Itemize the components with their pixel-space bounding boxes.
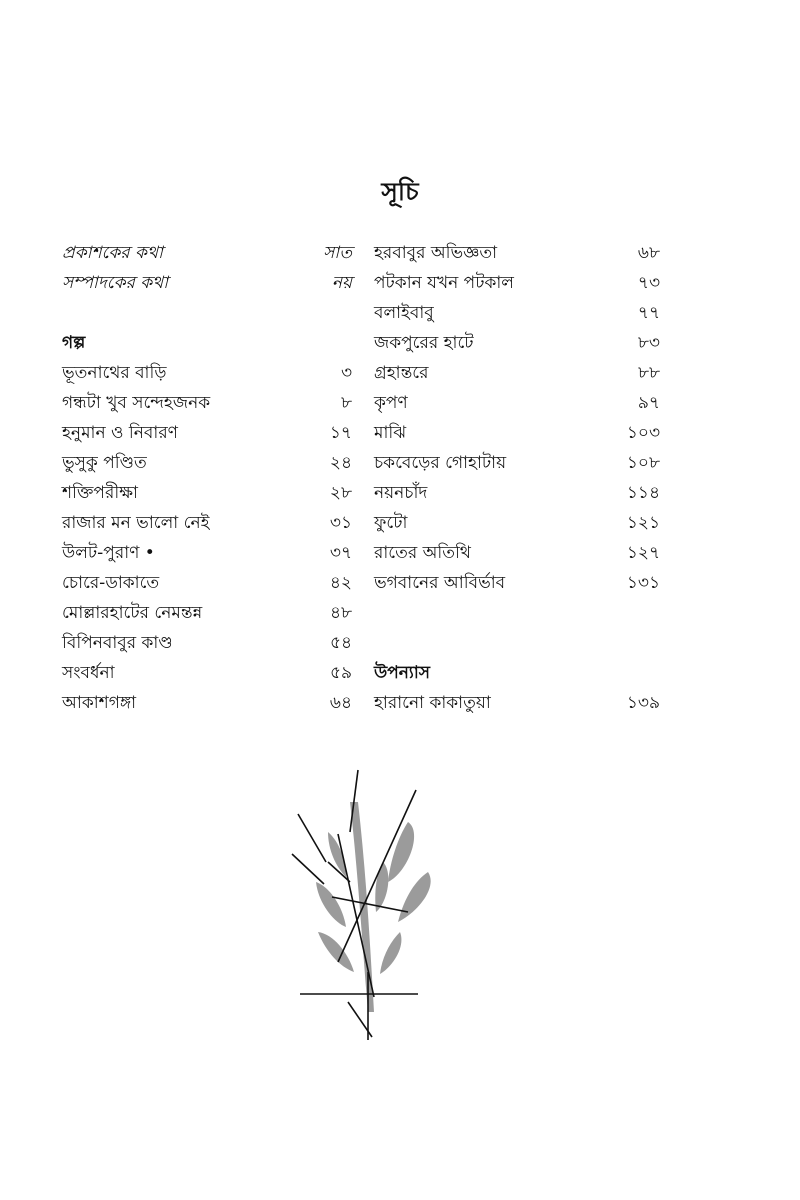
toc-entry-title: হনুমান ও নিবারণ bbox=[62, 423, 178, 443]
toc-entry-page: ১০৩ bbox=[626, 423, 660, 443]
toc-entry[interactable] bbox=[62, 418, 352, 448]
toc-entry[interactable] bbox=[374, 688, 660, 718]
toc-entry-title: ভূতনাথের বাড়ি bbox=[62, 363, 167, 383]
toc-entry[interactable] bbox=[374, 238, 660, 268]
toc-entry[interactable] bbox=[374, 358, 660, 388]
toc-entry[interactable] bbox=[62, 238, 352, 268]
toc-entry-title: বলাইবাবু bbox=[374, 303, 434, 323]
toc-entry-page: ৪২ bbox=[329, 573, 352, 593]
toc-entry-page: ২৮ bbox=[329, 483, 352, 503]
sketch-leaf bbox=[316, 882, 346, 927]
toc-entry-page: ১০৮ bbox=[626, 453, 660, 473]
toc-entry-title: রাজার মন ভালো নেই bbox=[62, 513, 210, 533]
toc-entry-title: গ্রহান্তরে bbox=[374, 363, 429, 383]
sketch-leaf bbox=[380, 932, 401, 974]
toc-entry[interactable] bbox=[62, 508, 352, 538]
sketch-leaf bbox=[375, 862, 388, 912]
toc-entry-title: ভুসুকু পণ্ডিত bbox=[62, 453, 147, 473]
toc-entry-page: নয় bbox=[331, 273, 352, 293]
toc-section-heading bbox=[374, 658, 660, 688]
toc-entry-page: ৩৭ bbox=[329, 543, 352, 563]
toc-entry-page: ৭৩ bbox=[637, 273, 660, 293]
toc-entry-page: সাত bbox=[323, 243, 352, 263]
toc-entry-page: ৭৭ bbox=[637, 303, 660, 323]
toc-entry[interactable] bbox=[62, 448, 352, 478]
sketch-line bbox=[298, 814, 326, 862]
toc-entry-page: ১২৭ bbox=[626, 543, 660, 563]
toc-spacer bbox=[374, 628, 660, 658]
toc-entry[interactable] bbox=[62, 478, 352, 508]
toc-entry-page: ৮ bbox=[340, 393, 352, 413]
toc-entry-title: জকপুরের হাটে bbox=[374, 333, 474, 353]
toc-entry[interactable] bbox=[374, 568, 660, 598]
toc-entry[interactable] bbox=[374, 298, 660, 328]
sketch-line bbox=[332, 897, 408, 912]
toc-entry-page: ২৪ bbox=[329, 453, 352, 473]
toc-entry[interactable] bbox=[374, 508, 660, 538]
toc-entry[interactable] bbox=[374, 418, 660, 448]
toc-section-heading bbox=[62, 328, 352, 358]
toc-entry[interactable] bbox=[374, 478, 660, 508]
sketch-leaf bbox=[388, 822, 414, 882]
toc-entry[interactable] bbox=[62, 358, 352, 388]
toc-entry-page: ১২১ bbox=[626, 513, 660, 533]
toc-entry[interactable] bbox=[374, 268, 660, 298]
toc-spacer bbox=[374, 598, 660, 628]
toc-entry-title: উলট-পুরাণ • bbox=[62, 543, 155, 563]
toc-entry-title: আকাশগঙ্গা bbox=[62, 693, 137, 713]
toc-entry-page: ৩১ bbox=[329, 513, 352, 533]
contents-left-column bbox=[62, 238, 352, 718]
toc-entry[interactable] bbox=[374, 538, 660, 568]
contents-right-column bbox=[374, 238, 660, 718]
toc-entry[interactable] bbox=[62, 568, 352, 598]
sketch-leaf bbox=[398, 872, 431, 922]
toc-entry[interactable] bbox=[62, 658, 352, 688]
toc-entry[interactable] bbox=[374, 448, 660, 478]
toc-entry-page: ৩ bbox=[340, 363, 352, 383]
toc-entry-title: গন্ধটা খুব সন্দেহজনক bbox=[62, 393, 211, 413]
ink-sketch-illustration bbox=[288, 762, 458, 1042]
toc-entry-title: ফুটো bbox=[374, 513, 408, 533]
toc-entry-page: ৫৪ bbox=[329, 633, 352, 653]
sketch-leaves bbox=[316, 802, 431, 1012]
toc-entry[interactable] bbox=[374, 328, 660, 358]
toc-entry-title: চকবেড়ের গোহাটায় bbox=[374, 453, 507, 473]
toc-entry-page: ৬৮ bbox=[637, 243, 660, 263]
toc-entry-title: নয়নচাঁদ bbox=[374, 483, 428, 503]
toc-entry-page: ৮৮ bbox=[637, 363, 660, 383]
toc-entry[interactable] bbox=[62, 628, 352, 658]
toc-entry-page: ৮৩ bbox=[637, 333, 660, 353]
toc-entry[interactable] bbox=[374, 388, 660, 418]
toc-entry-title: বিপিনবাবুর কাণ্ড bbox=[62, 633, 173, 653]
toc-entry-title: কৃপণ bbox=[374, 393, 408, 413]
toc-entry-title: সংবর্ধনা bbox=[62, 663, 115, 683]
toc-entry-title: প্রকাশকের কথা bbox=[62, 243, 163, 263]
toc-entry-page: ৫৯ bbox=[329, 663, 352, 683]
page-title: সূচি bbox=[381, 177, 419, 206]
toc-entry-title: হরবাবুর অভিজ্ঞতা bbox=[374, 243, 498, 263]
sketch-line bbox=[338, 790, 416, 962]
toc-entry-title: সম্পাদকের কথা bbox=[62, 273, 169, 293]
toc-entry-page: ১৩১ bbox=[626, 573, 660, 593]
toc-entry-title: ভগবানের আবির্ভাব bbox=[374, 573, 506, 593]
toc-entry[interactable] bbox=[62, 268, 352, 298]
toc-entry-title: মোল্লারহাটের নেমন্তন্ন bbox=[62, 603, 203, 623]
toc-entry[interactable] bbox=[62, 598, 352, 628]
toc-entry-title: শক্তিপরীক্ষা bbox=[62, 483, 138, 503]
toc-entry-page: ৪৮ bbox=[329, 603, 352, 623]
toc-entry-page: ১১৪ bbox=[626, 483, 660, 503]
toc-entry-title: মাঝি bbox=[374, 423, 407, 443]
toc-entry-title: পটকান যখন পটকাল bbox=[374, 273, 514, 293]
toc-entry[interactable] bbox=[62, 688, 352, 718]
toc-entry-title: রাতের অতিথি bbox=[374, 543, 471, 563]
toc-spacer bbox=[62, 298, 352, 328]
toc-entry-page: ১৩৯ bbox=[626, 693, 660, 713]
toc-entry[interactable] bbox=[62, 538, 352, 568]
sketch-line bbox=[292, 854, 324, 884]
toc-entry-page: ১৭ bbox=[329, 423, 352, 443]
toc-entry-page: ৯৭ bbox=[637, 393, 660, 413]
toc-section-title: গল্প bbox=[62, 333, 86, 353]
toc-entry-title: হারানো কাকাতুয়া bbox=[374, 693, 491, 713]
toc-entry[interactable] bbox=[62, 388, 352, 418]
toc-section-title: উপন্যাস bbox=[374, 663, 431, 683]
toc-entry-page: ৬৪ bbox=[329, 693, 352, 713]
toc-entry-title: চোরে-ডাকাতে bbox=[62, 573, 160, 593]
